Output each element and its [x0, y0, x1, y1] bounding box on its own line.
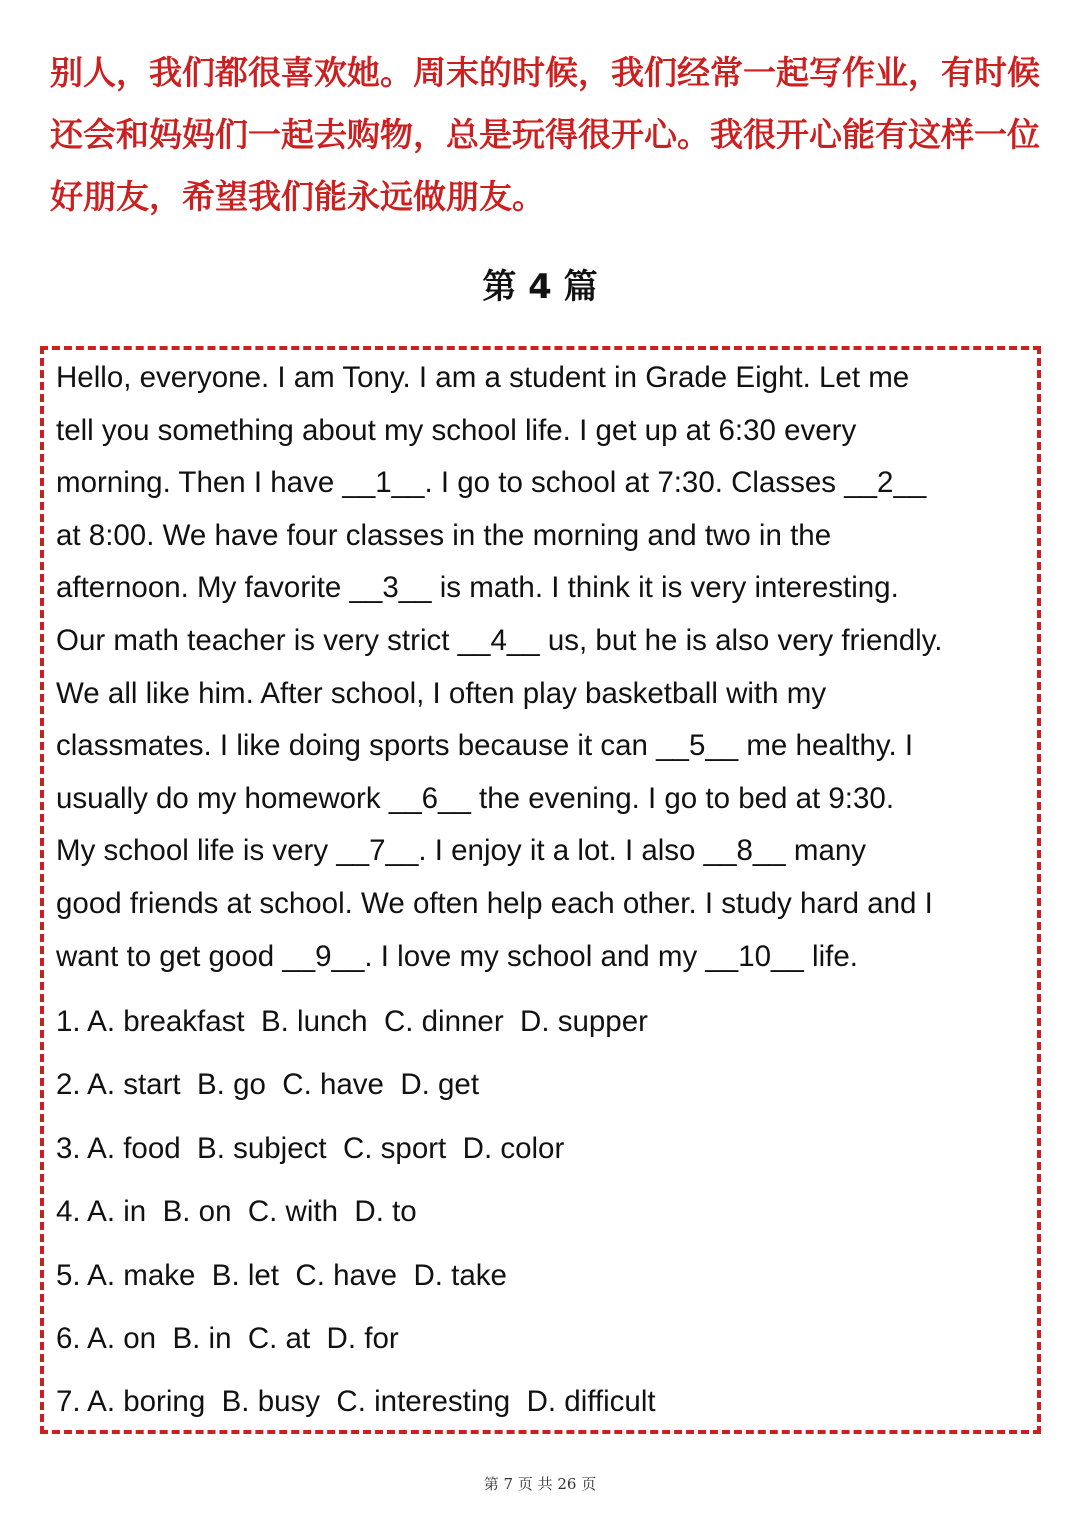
- passage: [56, 352, 1041, 983]
- passage-line: usually do my homework __6__ the evening. I go to bed at 9:30.: [56, 781, 895, 815]
- passage-line: Our math teacher is very strict __4__ us, but he is also very friendly.: [56, 623, 943, 657]
- answer-option: 7. A. boring B. busy C. interesting D. difficult: [56, 1385, 656, 1419]
- passage-line: morning. Then I have __1__. I go to school at 7:30. Classes __2__: [56, 466, 927, 500]
- answer-option: 2. A. start B. go C. have D. get: [56, 1068, 480, 1102]
- passage-line: We all like him. After school, I often play basketball with my: [56, 676, 827, 710]
- answer-options-list: [56, 990, 1036, 1434]
- section-title: 第 4 篇: [482, 267, 598, 307]
- passage-line: afternoon. My favorite __3__ is math. I think it is very interesting.: [56, 571, 899, 605]
- passage-line: good friends at school. We often help each other. I study hard and I: [56, 886, 933, 920]
- answer-option: 1. A. breakfast B. lunch C. dinner D. supper: [56, 1005, 648, 1038]
- passage-line: classmates. I like doing sports because it can __5__ me healthy. I: [56, 729, 914, 763]
- answer-option: 6. A. on B. in C. at D. for: [56, 1321, 399, 1355]
- answer-option: 5. A. make B. let C. have D. take: [56, 1258, 507, 1292]
- passage-line: My school life is very __7__. I enjoy it a lot. I also __8__ many: [56, 834, 867, 868]
- answer-option: 3. A. food B. subject C. sport D. color: [56, 1131, 565, 1165]
- page-footer: 第 7 页 共 26 页: [483, 1475, 597, 1493]
- passage-line: at 8:00. We have four classes in the morning and two in the: [56, 518, 832, 552]
- passage-line: want to get good __9__. I love my school and my __10__ life.: [56, 939, 858, 973]
- passage-line: Hello, everyone. I am Tony. I am a student in Grade Eight. Let me: [56, 361, 910, 394]
- answer-option: 4. A. in B. on C. with D. to: [56, 1195, 417, 1229]
- passage-box: [40, 346, 1041, 1434]
- intro-paragraph: 别人，我们都很喜欢她。周末的时候，我们经常一起写作业，有时候还会和妈妈们一起去购物，总是玩得很开心。我很开心能有这样一位好朋友，希望我们能永远做朋友。: [50, 53, 1040, 216]
- passage-line: tell you something about my school life. I get up at 6:30 every: [56, 413, 857, 447]
